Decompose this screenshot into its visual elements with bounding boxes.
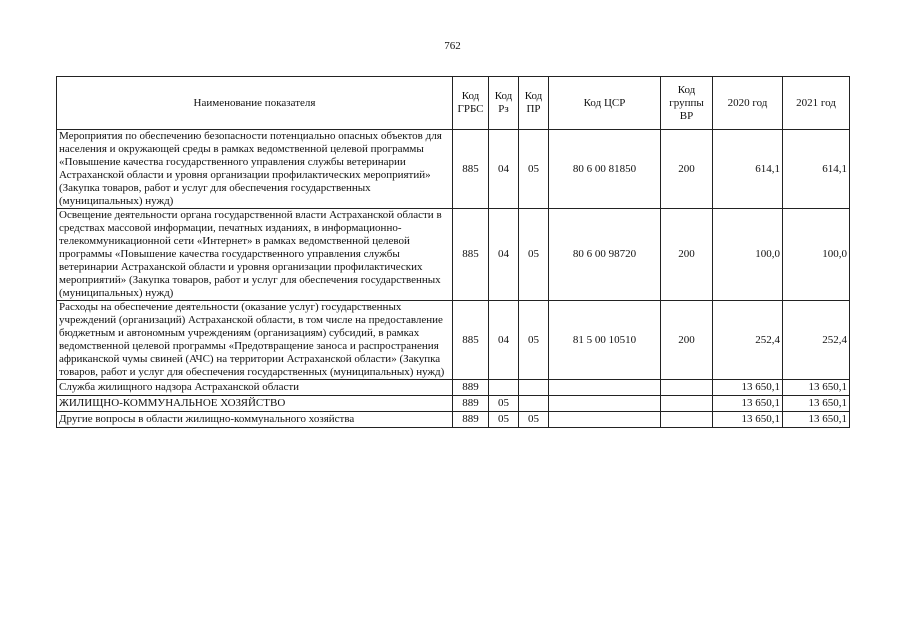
header-csr: Код ЦСР [549,77,661,130]
row-name: Расходы на обеспечение деятельности (оказание услуг) государственных учреждений (организаций) Астраханской области, в том числе на предоставление бюджетным и автономным учреждениям (организациям) субсидий, в рамках ведомственной целевой программы «Предотвращение заноса и распространения африканской чумы свиней (АЧС) на территории Астраханской области» (Закупка товаров, работ и услуг для обеспечения государственных (муниципальных) нужд) [57,301,453,380]
row-csr [549,380,661,396]
row-csr: 80 6 00 81850 [549,130,661,209]
row-2020: 100,0 [713,209,783,301]
row-rz: 04 [489,301,519,380]
row-2021: 100,0 [783,209,850,301]
row-rz: 05 [489,412,519,428]
row-grbs: 889 [453,396,489,412]
table-row [57,396,850,412]
table-row [57,380,850,396]
row-grbs: 885 [453,209,489,301]
row-csr [549,412,661,428]
row-2020: 252,4 [713,301,783,380]
row-csr: 80 6 00 98720 [549,209,661,301]
row-2020: 13 650,1 [713,412,783,428]
page-number: 762 [444,40,461,52]
row-name: Мероприятия по обеспечению безопасности потенциально опасных объектов для населения и окружающей среды в рамках ведомственной целевой программы «Повышение качества государственного управления службы ветеринарии Астраханской области и уровня организации профилактических мероприятий» (Закупка товаров, работ и услуг для обеспечения государственных (муниципальных) нужд) [57,130,453,209]
row-rz: 04 [489,209,519,301]
row-vr [661,396,713,412]
header-rz: Код Рз [489,77,519,130]
table-row [57,209,850,301]
row-grbs: 885 [453,130,489,209]
row-grbs: 889 [453,380,489,396]
row-vr: 200 [661,301,713,380]
table-row [57,130,850,209]
row-pr [519,396,549,412]
row-csr [549,396,661,412]
row-name: Служба жилищного надзора Астраханской области [57,380,453,396]
header-grbs: Код ГРБС [453,77,489,130]
row-vr [661,412,713,428]
row-pr [519,380,549,396]
row-2021: 252,4 [783,301,850,380]
row-2021: 13 650,1 [783,380,850,396]
budget-table [56,76,850,428]
header-vr: Код группы ВР [661,77,713,130]
row-2021: 13 650,1 [783,396,850,412]
row-2020: 13 650,1 [713,396,783,412]
header-name: Наименование показателя [57,77,453,130]
row-name: Освещение деятельности органа государственной власти Астраханской области в средствах массовой информации, печатных изданиях, в информационно-телекоммуникационной сети «Интернет» в рамках ведомственной целевой программы «Повышение качества государственного управления службы ветеринарии Астраханской области и уровня организации профилактических мероприятий» (Закупка товаров, работ и услуг для обеспечения государственных (муниципальных) нужд) [57,209,453,301]
row-vr: 200 [661,130,713,209]
header-pr: Код ПР [519,77,549,130]
row-2021: 13 650,1 [783,412,850,428]
row-pr: 05 [519,412,549,428]
header-2021: 2021 год [783,77,850,130]
row-csr: 81 5 00 10510 [549,301,661,380]
row-rz: 05 [489,396,519,412]
table-header-row [57,77,850,130]
row-name: Другие вопросы в области жилищно-коммунального хозяйства [57,412,453,428]
row-2021: 614,1 [783,130,850,209]
row-pr: 05 [519,209,549,301]
row-grbs: 889 [453,412,489,428]
row-pr: 05 [519,301,549,380]
row-grbs: 885 [453,301,489,380]
row-rz [489,380,519,396]
row-rz: 04 [489,130,519,209]
row-vr [661,380,713,396]
row-pr: 05 [519,130,549,209]
row-2020: 614,1 [713,130,783,209]
table-row [57,412,850,428]
header-2020: 2020 год [713,77,783,130]
row-vr: 200 [661,209,713,301]
row-name: ЖИЛИЩНО-КОММУНАЛЬНОЕ ХОЗЯЙСТВО [57,396,453,412]
row-2020: 13 650,1 [713,380,783,396]
table-row [57,301,850,380]
